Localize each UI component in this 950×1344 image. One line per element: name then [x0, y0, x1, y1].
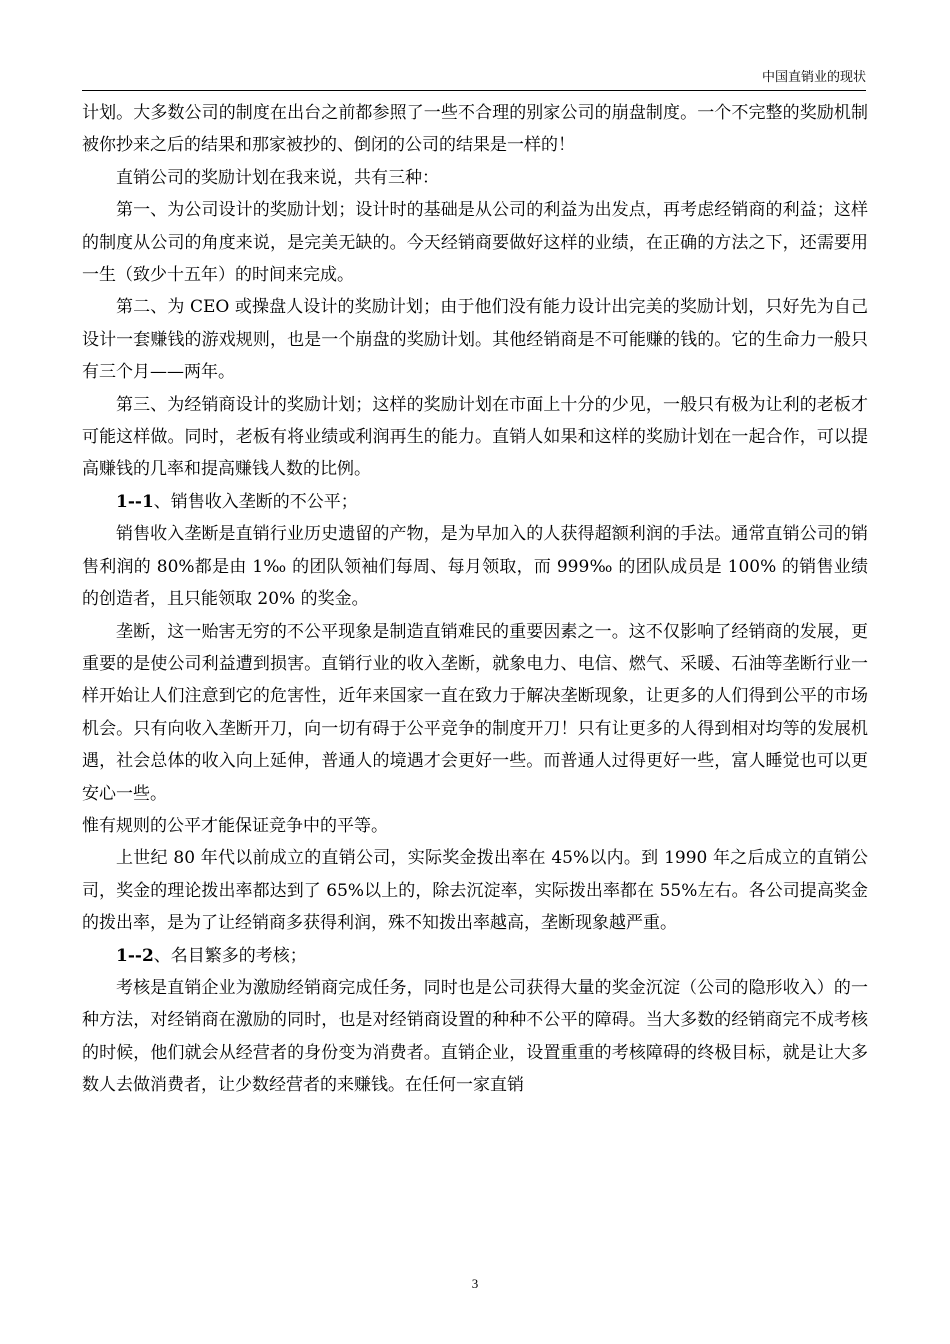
section-heading-1-2	[82, 940, 868, 972]
section-heading-1-1	[82, 486, 868, 518]
body-text	[82, 97, 868, 1102]
header-title: 中国直销业的现状	[761, 70, 866, 85]
page-number: 3	[471, 1276, 479, 1291]
paragraph-4: 第二、为 CEO 或操盘人设计的奖励计划；由于他们没有能力设计出完美的奖励计划，只好先为自己设计一套赚钱的游戏规则，也是一个崩盘的奖励计划。其他经销商是不可能赚的钱的。它的生命力一般只有三个月——两年。	[82, 297, 868, 383]
section-number: 1--2	[116, 945, 154, 966]
header-rule	[82, 90, 866, 91]
paragraph-5: 第三、为经销商设计的奖励计划；这样的奖励计划在市面上十分的少见，一般只有极为让利的老板才可能这样做。同时，老板有将业绩或利润再生的能力。直销人如果和这样的奖励计划在一起合作，可以提高赚钱的几率和提高赚钱人数的比例。	[82, 394, 868, 480]
section-title: 、销售收入垄断的不公平；	[153, 491, 358, 512]
paragraph-6: 销售收入垄断是直销行业历史遗留的产物，是为早加入的人获得超额利润的手法。通常直销公司的销售利润的 80%都是由 1‰ 的团队领袖们每周、每月领取，而 999‰ 的团队成员是 100% 的销售业绩的创造者，且只能领取 20% 的奖金。	[82, 524, 868, 610]
running-header	[82, 68, 866, 88]
paragraph-1: 计划。大多数公司的制度在出台之前都参照了一些不合理的别家公司的崩盘制度。一个不完整的奖励机制被你抄来之后的结果和那家被抄的、倒闭的公司的结果是一样的！	[82, 103, 868, 156]
paragraph-7: 垄断，这一贻害无穷的不公平现象是制造直销难民的重要因素之一。这不仅影响了经销商的发展，更重要的是使公司利益遭到损害。直销行业的收入垄断，就象电力、电信、燃气、采暖、石油等垄断行业一样开始让人们注意到它的危害性，近年来国家一直在致力于解决垄断现象，让更多的人们得到公平的市场机会。只有向收入垄断开刀，向一切有碍于公平竞争的制度开刀！只有让更多的人得到相对均等的发展机遇，社会总体的收入向上延伸，普通人的境遇才会更好一些。而普通人过得更好一些，富人睡觉也可以更安心一些。	[82, 621, 868, 804]
paragraph-9: 上世纪 80 年代以前成立的直销公司，实际奖金拨出率在 45%以内。到 1990 年之后成立的直销公司，奖金的理论拨出率都达到了 65%以上的，除去沉淀率，实际拨出率都在 55%左右。各公司提高奖金的拨出率，是为了让经销商多获得利润，殊不知拨出率越高，垄断现象越严重。	[82, 848, 868, 934]
section-number: 1--1	[116, 491, 154, 512]
section-title: 、名目繁多的考核；	[153, 945, 307, 966]
paragraph-10: 考核是直销企业为激励经销商完成任务，同时也是公司获得大量的奖金沉淀（公司的隐形收入）的一种方法，对经销商在激励的同时，也是对经销商设置的种种不公平的障碍。当大多数的经销商完不成考核的时候，他们就会从经营者的身份变为消费者。直销企业，设置重重的考核障碍的终极目标，就是让大多数人去做消费者，让少数经营者的来赚钱。在任何一家直销	[82, 977, 868, 1096]
paragraph-2: 直销公司的奖励计划在我来说，共有三种：	[116, 167, 439, 188]
paragraph-8: 惟有规则的公平才能保证竞争中的平等。	[82, 815, 388, 836]
paragraph-3: 第一、为公司设计的奖励计划；设计时的基础是从公司的利益为出发点，再考虑经销商的利益；这样的制度从公司的角度来说，是完美无缺的。今天经销商要做好这样的业绩，在正确的方法之下，还需要用一生（致少十五年）的时间来完成。	[82, 200, 868, 286]
